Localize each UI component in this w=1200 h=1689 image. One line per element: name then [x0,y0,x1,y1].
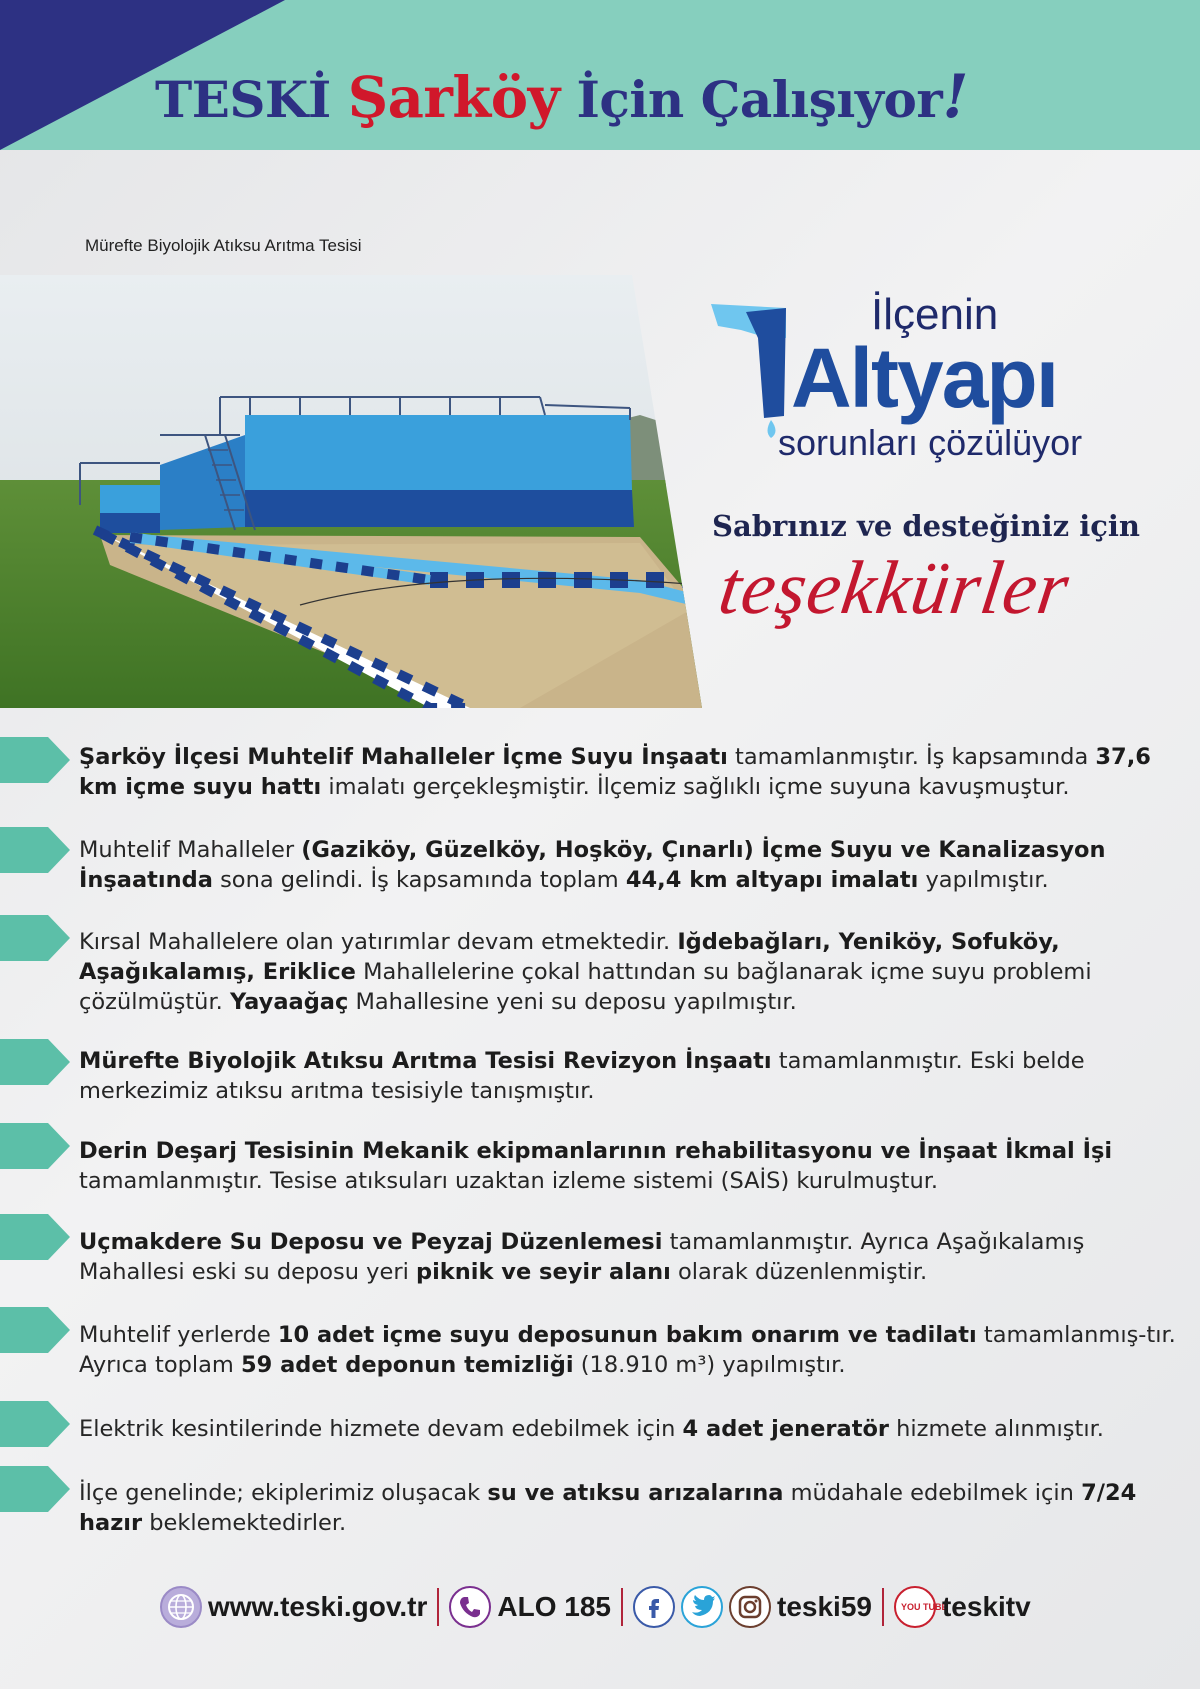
bold-segment: (Gaziköy, Güzelköy, Hoşköy, Çınarlı) İçme Suyu ve Kanalizasyon İnşaatında [79,837,1106,893]
text-segment: Mahallelerine çokal hattından su bağlanarak içme suyu problemi çözülmüştür. [79,959,1092,1015]
text-segment: sona gelindi. İş kapsamında toplam [212,867,626,893]
altyapi-logo [706,290,1126,470]
bold-segment: Şarköy İlçesi Muhtelif Mahalleler İçme Suyu İnşaatı [79,744,728,770]
youtube-handle[interactable]: teskitv [941,1591,1031,1622]
footer-separator [437,1588,439,1626]
bullet-arrow-icon [0,1401,70,1447]
logo-line1: İlçenin [871,290,999,339]
text-segment: olarak düzenlenmiştir. [670,1259,928,1285]
text-segment: yapılmıştır. [918,867,1049,893]
title-highlight: Şarköy [347,65,560,131]
bold-segment: Yayaağaç [229,989,349,1015]
thanks-line2: teşekkürler [714,546,1075,630]
text-segment: Muhtelif Mahalleler [79,837,302,863]
bold-segment: su ve atıksu arızalarına [487,1480,784,1506]
title-exclamation: ! [942,62,969,132]
bold-segment: 44,4 km altyapı imalatı [625,867,919,893]
text-segment: tamamlanmıştır. Tesise atıksuları uzaktan izleme sistemi (SAİS) kurulmuştur. [79,1168,939,1194]
logo-line2: Altyapı [791,331,1058,425]
bullet-arrow-icon [0,1307,70,1353]
phone-icon[interactable] [449,1586,491,1628]
list-item-text [79,1478,1179,1538]
text-segment: (18.910 m³) yapılmıştır. [573,1352,846,1378]
bullet-arrow-icon [0,737,70,783]
twitter-icon[interactable] [681,1586,723,1628]
list-item-text [79,1320,1179,1380]
text-segment: Elektrik kesintilerinde hizmete devam edebilmek için [79,1416,683,1442]
list-item-text [79,1414,1179,1444]
bullet-arrow-icon [0,1466,70,1512]
facility-photo-illustration [0,275,702,708]
list-item-text [79,927,1179,1017]
bullet-arrow-icon [0,1123,70,1169]
footer-separator [621,1588,623,1626]
text-segment: müdahale edebilmek için [783,1480,1082,1506]
text-segment: İlçe genelinde; ekiplerimiz oluşacak [79,1480,488,1506]
list-item-text [79,835,1179,895]
photo-caption: Mürefte Biyolojik Atıksu Arıtma Tesisi [85,236,362,255]
thanks-line1: Sabrınız ve desteğiniz için [712,509,1141,543]
title-part1: TESKİ [155,70,348,129]
footer-separator [882,1588,884,1626]
text-segment: tamamlanmıştır. İş kapsamında [727,744,1096,770]
page-title [155,62,968,132]
bullet-arrow-icon [0,1214,70,1260]
list-item-text [79,1136,1179,1196]
bold-segment: 59 adet deponun temizliği [240,1352,574,1378]
bullet-arrow-icon [0,827,70,873]
globe-icon[interactable] [160,1586,202,1628]
title-part2: İçin Çalışıyor [559,70,943,129]
footer-contact-bar [160,1582,1060,1632]
list-item-text [79,742,1179,802]
text-segment: Mahallesine yeni su deposu yapılmıştır. [348,989,797,1015]
list-item-text [79,1227,1179,1287]
text-segment: hizmete alınmıştır. [889,1416,1104,1442]
youtube-icon[interactable] [894,1586,948,1628]
facebook-icon[interactable] [633,1586,675,1628]
phone-number[interactable]: ALO 185 [497,1591,611,1622]
list-item-text [79,1046,1179,1106]
youtube-badge-text: YOU TUBE [900,1602,948,1612]
website-link[interactable]: www.teski.gov.tr [208,1591,428,1622]
bold-segment: 4 adet jeneratör [682,1416,890,1442]
bold-segment: Uçmakdere Su Deposu ve Peyzaj Düzenlemesi [79,1229,663,1255]
logo-line3: sorunları çözülüyor [778,422,1083,463]
instagram-icon[interactable] [729,1586,771,1628]
text-segment: Kırsal Mahallelere olan yatırımlar devam etmektedir. [79,929,678,955]
facility-photo [0,275,702,708]
bold-segment: 10 adet içme suyu deposunun bakım onarım ve tadilatı [277,1322,977,1348]
bold-segment: Mürefte Biyolojik Atıksu Arıtma Tesisi Revizyon İnşaatı [79,1048,772,1074]
bold-segment: 7/24 hazır [79,1480,1137,1536]
bullet-arrow-icon [0,915,70,961]
text-segment: Muhtelif yerlerde [79,1322,278,1348]
bold-segment: Iğdebağları, Yeniköy, Sofuköy, Aşağıkalamış, Eriklice [79,929,1060,985]
text-segment: tamamlanmıştır. Eski belde merkezimiz atıksu arıtma tesisiyle tanışmıştır. [79,1048,1085,1104]
bold-segment: piknik ve seyir alanı [415,1259,671,1285]
text-segment: imalatı gerçekleşmiştir. İlçemiz sağlıklı içme suyuna kavuşmuştur. [321,774,1070,800]
text-segment: tamamlanmıştır. Ayrıca Aşağıkalamış Mahallesi eski su deposu yeri [79,1229,1085,1285]
text-segment: beklemektedirler. [142,1510,347,1536]
bold-segment: Derin Deşarj Tesisinin Mekanik ekipmanlarının rehabilitasyonu ve İnşaat İkmal İşi [79,1138,1113,1164]
bullet-arrow-icon [0,1039,70,1085]
text-segment: tamamlanmış-tır. Ayrıca toplam [79,1322,1176,1378]
social-handle[interactable]: teski59 [777,1591,872,1622]
bold-segment: 37,6 km içme suyu hattı [79,744,1151,800]
